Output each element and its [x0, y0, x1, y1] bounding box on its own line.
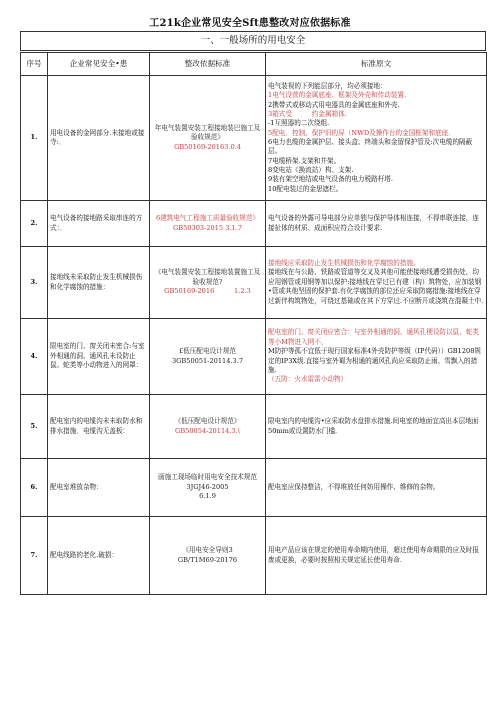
requirement-line: 1电气设菅的金属底座、框架及外壳和传动装置. [268, 91, 407, 100]
basis-name: 《电气装置安装工程接地装置施工及验收规范? [154, 268, 261, 286]
basis-name: £低压配电设计规范 [179, 347, 236, 356]
basis-name: 画施工现场临时用电安全技术规范3JGJ46-2005 [158, 473, 257, 491]
requirement-line: 配电室应保持整洁，不得堆放任何妨用操作、维修的杂物。 [268, 482, 440, 491]
basis-code: 6建筑电气工程施工质量验收规范》GB50303-2015 3.1.7 [155, 214, 260, 232]
header-seq: 序号 [21, 53, 48, 76]
row-basis [150, 319, 266, 395]
basis-code: 3GB50051-20114.3.7 [171, 356, 244, 365]
row-hazard: 用电设备的金网部分.未接地或接寺:． [48, 76, 150, 201]
requirement-line: 2携带式或移动式用电器具的金属底座和外壳. [268, 100, 400, 109]
table-header-row [21, 53, 487, 76]
document-title: 工21k企业常见安全Sft患整改对应依据标准 [149, 18, 351, 29]
row-requirement [266, 201, 487, 247]
row-seq: 5. [21, 395, 48, 459]
requirement-line: 限电室内的电缆沟•应采取防水盘排水措施.间电室的地面宜高出本层地面50mm或设置防水门槛. [268, 417, 479, 435]
row-requirement [266, 76, 487, 201]
table-row [21, 395, 487, 459]
row-seq: 4. [21, 319, 48, 395]
basis-code: GB50169-2016 1.2.3 [164, 287, 251, 296]
row-seq: 3. [21, 247, 48, 319]
row-requirement [266, 517, 487, 595]
requirement-line: 5配电．控制，保护旧的屏（NWD及操作台的金国框架和底座． [268, 128, 455, 137]
table-row [21, 459, 487, 517]
row-seq: 6. [21, 459, 48, 517]
table-body [21, 76, 487, 595]
row-hazard: 配电室内的电缆沟未未取防水和排水措施．电缆沟无盖板： [48, 395, 150, 459]
basis-name: 《低压配电设计规范》 [174, 417, 241, 426]
requirement-line: 接地线在与公路、铁路或管道等交叉及其他可能使接地线遭受损伤处，均应用钢管或用钢等加以保护:接地线在穿过已有建（构）筑物处，应加装钢•管或其他坚固的保护套.有化学腐蚀的部位还应采取防腐措施:接地线在穿过新伴构筑物处，可绕过基础或在其下方穿过.不应断开或浇筑在混凝土中. [268, 268, 484, 305]
row-seq: 2. [21, 201, 48, 247]
row-seq: 1. [21, 76, 48, 201]
table-row [21, 517, 487, 595]
requirement-line: -1互照器的二次绕组. [268, 119, 330, 128]
row-basis [150, 76, 266, 201]
row-requirement [266, 459, 487, 517]
requirement-line: （五防：火水雷雷小动物） [268, 375, 348, 384]
hazard-table [20, 52, 487, 595]
header-basis: 整改依据标准 [150, 53, 266, 76]
requirement-line: 配电室的门、窗关闭应密合：与室外相通的洞、通风孔梗设防以鼠、蛇类等小M物进入网不， [268, 328, 479, 346]
row-hazard: 接地线未采取防止发生机械损伤和化学腐蚀的措施： [48, 247, 150, 319]
basis-code: 6.1.9 [199, 492, 216, 501]
table-row [21, 319, 487, 395]
row-hazard: 电气设备的接地路采取串连的方式：． [48, 201, 150, 247]
row-hazard: 配电室堆放杂物： [48, 459, 150, 517]
row-hazard: 配电线路的老化.破损： [48, 517, 150, 595]
requirement-line: 7电缆桥架.支架和井架。 [268, 156, 341, 165]
row-requirement [266, 319, 487, 395]
requirement-line: 10配电装过的金思遮栏。 [268, 184, 343, 193]
row-requirement [266, 395, 487, 459]
row-basis [150, 395, 266, 459]
requirement-line: 9装有架空地结或电气设备的电力税路杆塔. [268, 175, 393, 184]
requirement-line: 电气设备的外露可导电部分应单独与保护导体相连接，不得串联连接，连接扯体的材质、成面积应符合设计要求. [268, 214, 479, 232]
requirement-line: 8变电站《换流站）构、支架. [268, 166, 354, 175]
basis-name: 年电气装置安装工程接地装巴施工及验收规范》 [154, 123, 261, 142]
requirement-line: 3箱式受 约金属箱体. [268, 109, 347, 118]
requirement-line: 6电力也缆的金属护层、接头盒、终端头和金留保护管及:次电缆的隔蔽层。 [268, 138, 473, 156]
row-seq: 7. [21, 517, 48, 595]
basis-name: 《用电安全导则3 [182, 546, 233, 555]
basis-code: GB50169-20163.0.4 [174, 142, 241, 151]
row-requirement [266, 247, 487, 319]
requirement-line: 接地线应采取防止发生机械损伤和化学腐蚀的措施。 [268, 259, 420, 268]
section-heading: 一、一般场所的用电安全 [20, 31, 486, 51]
header-requirement: 标准原文 [266, 53, 487, 76]
header-hazard: 企业常见安全•患 [48, 53, 150, 76]
requirement-line: 电气装视的下列能层部分，均必须接地： [268, 81, 387, 90]
requirement-line: M防护等孤不宜低于现行国家标准4外壳防护等级（IP代码））GB1208规定的IP3X级.直接与室外蜀为相通的通风孔尚应采取防止雨、雪飘入的措施. [268, 347, 482, 374]
basis-code: GB/T1M69-20176 [177, 555, 238, 564]
row-basis [150, 459, 266, 517]
basis-code: GB50054-20114.3.\ [175, 426, 240, 435]
table-row [21, 76, 487, 201]
row-basis [150, 517, 266, 595]
requirement-line: 用电产品应该在规定的使用寿命期内使用，超过使用寿命期限的应及时报废或更换，必要时按照相关规定延长使用寿命. [268, 546, 479, 564]
row-basis [150, 247, 266, 319]
row-basis [150, 201, 266, 247]
table-row [21, 201, 487, 247]
row-hazard: 限电室的门、窗关闭未密合:与室外相通的洞、通风孔未设防止鼠、蛇类等小动物进入的网罩： [48, 319, 150, 395]
table-row [21, 247, 487, 319]
